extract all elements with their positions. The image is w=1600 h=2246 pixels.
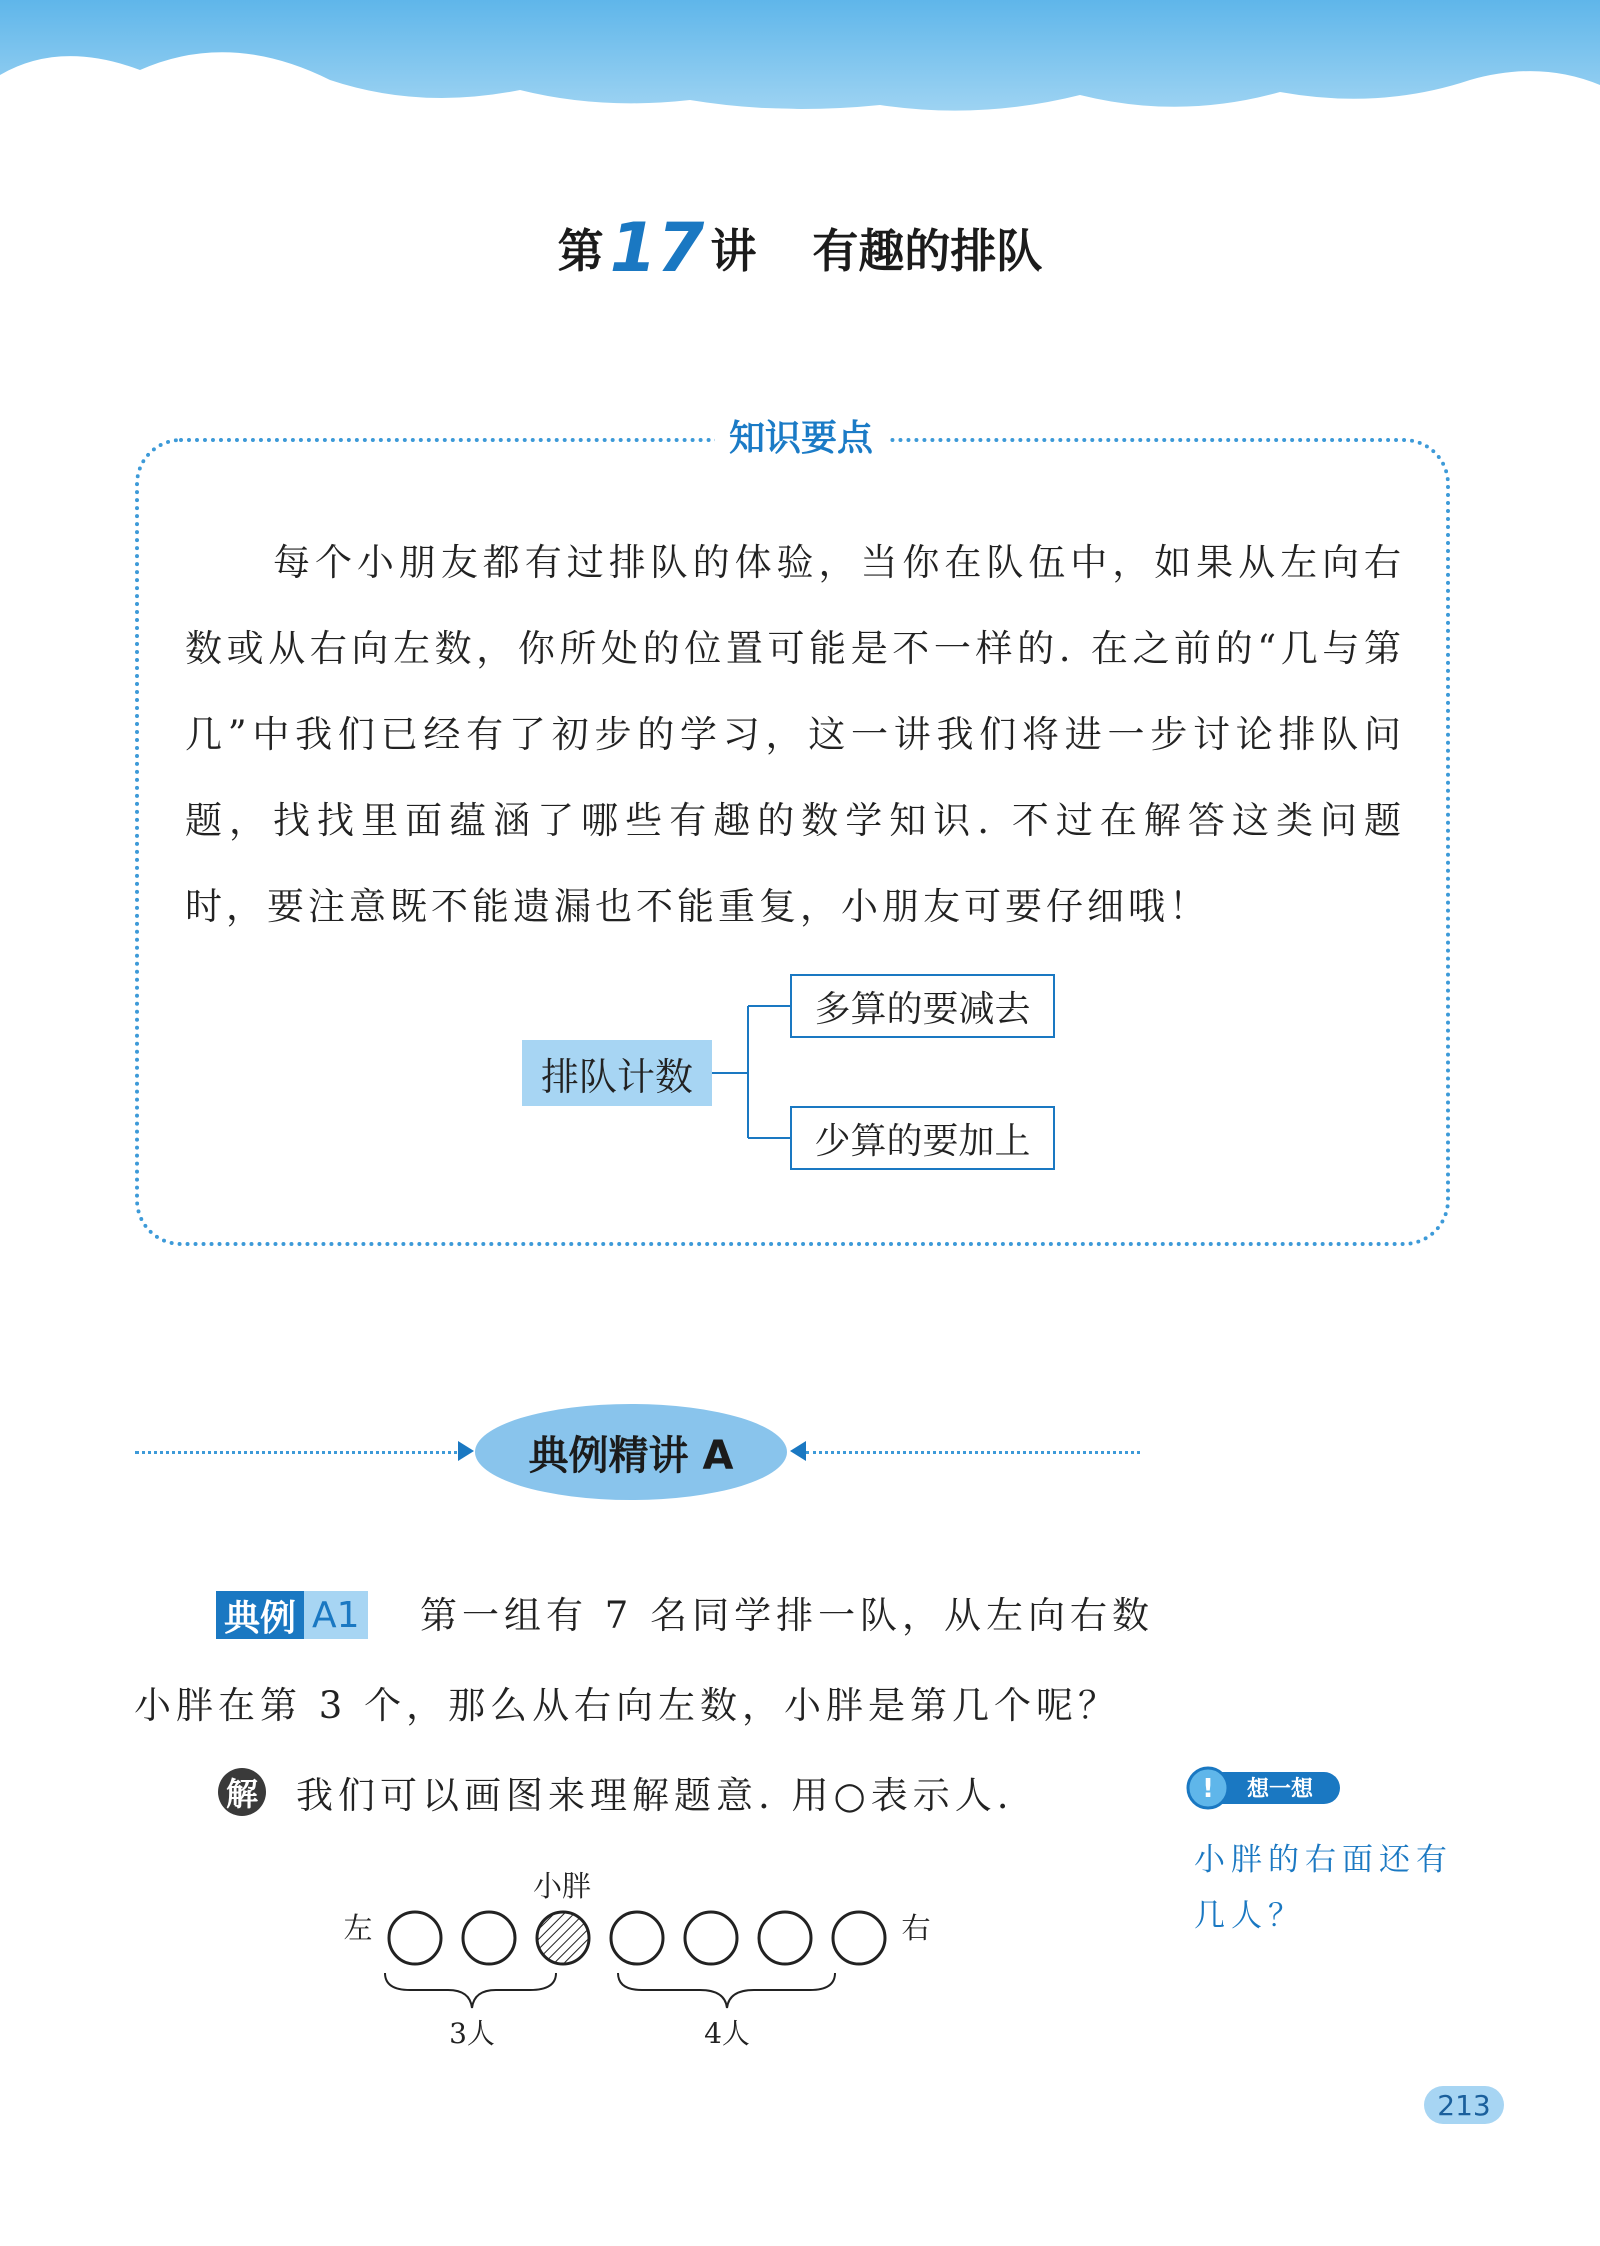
page-number: 213 [1424,2086,1504,2124]
queue-diagram [330,1860,950,2060]
person-circle [833,1912,885,1964]
example-tag-main: 典例 [216,1591,304,1639]
person-circle [611,1912,663,1964]
exclamation-icon: ! [1202,1774,1214,1804]
solution-text: 我们可以画图来理解题意. 用○表示人. [296,1774,1014,1817]
banner-line-left [135,1451,465,1454]
tree-branch-add: 少算的要加上 [790,1106,1055,1170]
knowledge-text: 每个小朋友都有过排队的体验，当你在队伍中，如果从左向右数或从右向左数，你所处的位置可能是不一样的. 在之前的“几与第几”中我们已经有了初步的学习，这一讲我们将进一步讨论排队问题，找找里面蕴涵了哪些有趣的数学知识. 不过在解答这类问题时，要注意既不能遗漏也不能重复，小朋友可要仔细哦！ [185,541,1405,928]
person-circle [759,1912,811,1964]
lecture-title: 有趣的排队 [812,224,1043,278]
think-text: 小胖的右面还有几人？ [1194,1842,1453,1934]
person-circle [389,1912,441,1964]
tree-branch-subtract: 多算的要减去 [790,974,1055,1038]
title-suffix: 讲 [710,224,757,278]
think-badge-label: 想一想 [1246,1777,1314,1802]
example-tag-id: A1 [304,1591,368,1639]
lecture-number: 17 [609,209,705,288]
right-label: 右 [901,1911,931,1945]
knowledge-heading: 知识要点 [715,410,887,461]
tree-root-box: 排队计数 [522,1040,712,1106]
group-left-label: 3人 [449,2017,495,2050]
section-banner: 典例精讲 A [475,1404,787,1500]
person-circle [463,1912,515,1964]
highlight-label: 小胖 [532,1869,592,1903]
think-badge [1186,1766,1344,1810]
title-prefix: 第 [557,224,604,278]
question-line-1: 第一组有 7 名同学排一队，从左向右数 [420,1594,1155,1637]
group-right-label: 4人 [704,2017,750,2050]
question-line-2: 小胖在第 3 个，那么从右向左数，小胖是第几个呢？ [134,1684,1121,1727]
example-tag [216,1591,368,1639]
person-highlighted [537,1912,589,1964]
banner-line-right [806,1451,1140,1454]
banner-arrow-left-icon [458,1441,474,1461]
banner-arrow-right-icon [790,1441,806,1461]
person-circle [685,1912,737,1964]
left-label: 左 [343,1911,373,1945]
solution-badge: 解 [218,1768,266,1816]
